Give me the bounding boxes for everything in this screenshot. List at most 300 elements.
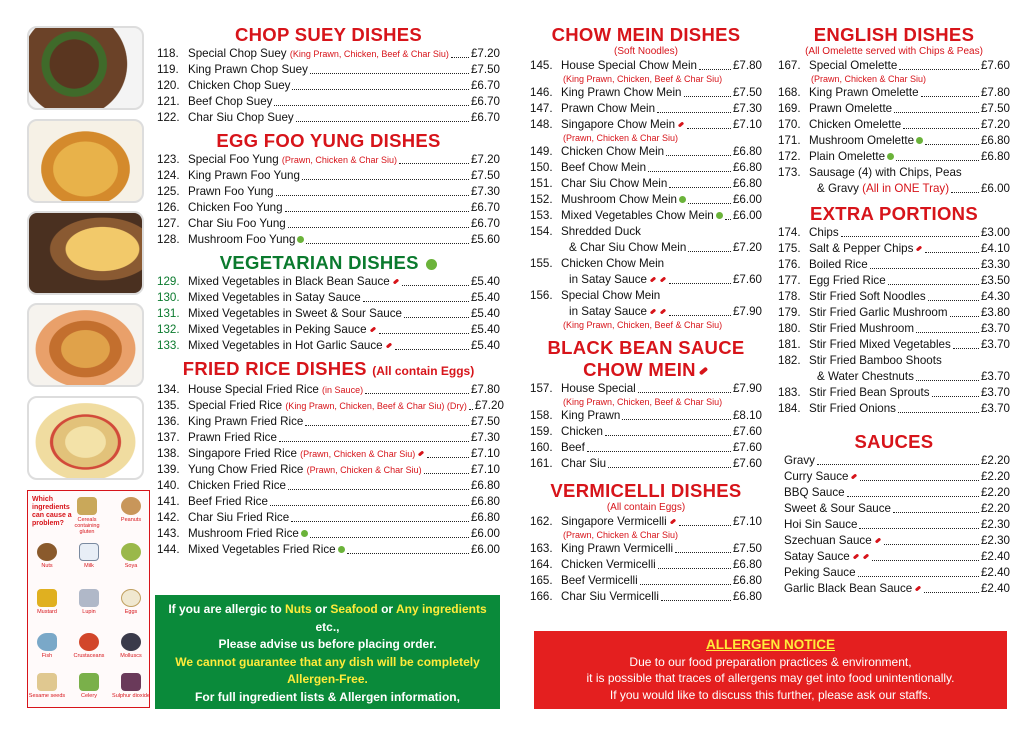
menu-item [157, 338, 500, 354]
chili-icon [678, 122, 685, 128]
item-number: 130. [157, 291, 180, 304]
food-photo-noodles [27, 119, 144, 203]
item-number: 150. [530, 161, 553, 174]
menu-item [778, 133, 1010, 149]
item-name: Chicken Fried Rice [188, 479, 286, 492]
item-name: Yung Chow Fried Rice (Prawn, Chicken & Char Siu) [188, 463, 422, 476]
vegetarian-icon [426, 259, 437, 270]
item-price: £6.70 [470, 95, 500, 108]
item-price: £6.80 [980, 134, 1010, 147]
item-price: £5.40 [470, 307, 500, 320]
item-name: Stir Fried Onions [809, 402, 896, 415]
menu-item [530, 192, 762, 208]
item-name: Satay Sauce [784, 549, 870, 565]
item-name-line2: & Gravy (All in ONE Tray) [817, 182, 950, 195]
peanut-icon [121, 497, 141, 515]
menu-item [778, 289, 1010, 305]
item-price: £7.20 [470, 153, 500, 166]
item-price: £6.70 [470, 111, 500, 124]
chili-icon [650, 309, 657, 315]
chili-icon [660, 309, 667, 315]
menu-item [157, 168, 500, 184]
menu-item-cont [778, 181, 1010, 197]
item-number: 133. [157, 339, 180, 352]
item-number: 153. [530, 209, 553, 222]
menu-item [157, 462, 500, 478]
menu-item [530, 144, 762, 160]
item-number: 126. [157, 201, 180, 214]
item-price: £5.40 [470, 323, 500, 336]
item-price: £7.30 [470, 185, 500, 198]
item-note: (King Prawn, Chicken, Beef & Char Siu) [563, 397, 723, 407]
item-name: King Prawn Vermicelli [561, 542, 674, 555]
item-number: 179. [778, 306, 801, 319]
menu-item [530, 514, 762, 530]
menu-item [157, 78, 500, 94]
item-name: Prawn Fried Rice [188, 431, 277, 444]
item-number: 139. [157, 463, 180, 476]
item-name: Mixed Vegetables in Satay Sauce [188, 291, 361, 304]
chili-icon [418, 451, 425, 457]
section-title-chow-mein: CHOW MEIN DISHES [551, 24, 741, 45]
item-number: 166. [530, 590, 553, 603]
menu-item [778, 273, 1010, 289]
menu-item [157, 232, 500, 248]
vegetarian-icon [338, 546, 345, 553]
section-title-sauces: SAUCES [854, 431, 934, 452]
chili-icon [851, 474, 858, 480]
item-name: Chicken Chop Suey [188, 79, 291, 92]
item-name: Beef [561, 441, 585, 454]
chili-icon [915, 586, 922, 592]
item-number: 183. [778, 386, 801, 399]
item-number: 142. [157, 511, 180, 524]
item-number: 162. [530, 515, 553, 528]
item-number: 170. [778, 118, 801, 131]
allergen-sesame: Sesame seeds [28, 673, 66, 699]
item-price: £6.80 [470, 511, 500, 524]
vegetarian-icon [916, 137, 923, 144]
item-number: 184. [778, 402, 801, 415]
item-name: Beef Chop Suey [188, 95, 273, 108]
menu-item [530, 176, 762, 192]
item-price: £6.80 [470, 479, 500, 492]
food-photo-fried-rice [27, 396, 144, 480]
item-price: £2.20 [980, 470, 1010, 483]
item-price: £7.60 [732, 273, 762, 286]
item-name: Garlic Black Bean Sauce [784, 581, 922, 597]
celery-icon [79, 673, 99, 691]
chili-icon [369, 327, 376, 333]
vegetarian-icon [297, 236, 304, 243]
item-name-line2: in Satay Sauce [561, 304, 667, 320]
item-name: Mushroom Chow Mein [561, 192, 686, 208]
allergen-lupin: Lupin [70, 589, 108, 615]
chili-icon [660, 277, 667, 283]
item-note: (Prawn, Chicken & Char Siu) [281, 155, 397, 165]
item-price: £6.70 [470, 79, 500, 92]
section-title-english: ENGLISH DISHES [813, 24, 975, 45]
item-price: £7.60 [732, 441, 762, 454]
item-price: £2.40 [980, 566, 1010, 579]
sesame-icon [37, 673, 57, 691]
menu-item [784, 469, 1010, 485]
soya-icon [121, 543, 141, 561]
item-name: Mixed Vegetables in Hot Garlic Sauce [188, 338, 393, 354]
menu-item [778, 385, 1010, 401]
menu-item [784, 581, 1010, 597]
menu-item-cont [530, 240, 762, 256]
item-number: 140. [157, 479, 180, 492]
section-title-fried-rice: FRIED RICE DISHES (All contain Eggs) [182, 358, 475, 379]
allergen-milk: Milk [70, 543, 108, 569]
item-price: £6.00 [980, 182, 1010, 195]
menu-item [530, 557, 762, 573]
menu-item [157, 430, 500, 446]
item-note: (King Prawn, Chicken, Beef & Char Siu) [563, 320, 723, 330]
allergen-cereals: Cereals containing gluten [68, 497, 106, 535]
item-name: Singapore Fried Rice (Prawn, Chicken & Char Siu) [188, 446, 425, 462]
item-number: 165. [530, 574, 553, 587]
allergen-peanuts: Peanuts [112, 497, 150, 523]
vegetarian-icon [887, 153, 894, 160]
item-name: BBQ Sauce [784, 486, 845, 499]
item-price: £7.20 [474, 399, 504, 412]
item-name: Mixed Vegetables Fried Rice [188, 542, 345, 558]
item-price: £7.50 [470, 63, 500, 76]
item-name: Char Siu Fried Rice [188, 511, 290, 524]
item-name: House Special Chow Mein [561, 59, 697, 72]
menu-item [157, 542, 500, 558]
menu-item [778, 149, 1010, 165]
allergy-advice-box: If you are allergic to Nuts or Seafood or Any ingredients etc., Please advise us before placing order. We cannot guarantee that any dish will be completely Allergen-Free. For full ingredient lists & Allergen information, please ask our staff. [155, 595, 500, 709]
item-name: Peking Sauce [784, 566, 856, 579]
item-name: Stir Fried Garlic Mushroom [809, 306, 948, 319]
menu-item [157, 152, 500, 168]
menu-item [784, 517, 1010, 533]
item-price: £7.10 [732, 515, 762, 528]
item-name: Mixed Vegetables in Black Bean Sauce [188, 274, 400, 290]
wine-bottle-icon [121, 673, 141, 691]
item-price: £6.80 [732, 558, 762, 571]
item-number: 118. [157, 47, 179, 60]
item-price: £6.00 [470, 543, 500, 556]
menu-item [778, 241, 1010, 257]
menu-item [530, 288, 762, 304]
item-name: Salt & Pepper Chips [809, 241, 923, 257]
vegetarian-icon [716, 212, 723, 219]
item-name: House Special [561, 382, 636, 395]
menu-item [157, 200, 500, 216]
item-number: 169. [778, 102, 801, 115]
menu-item-cont [530, 304, 762, 320]
item-name: Mushroom Fried Rice [188, 526, 308, 542]
column-one [157, 24, 504, 558]
item-note: (King Prawn, Chicken, Beef & Char Siu) (Dry) [285, 401, 467, 411]
menu-item [530, 117, 762, 133]
menu-item [157, 414, 500, 430]
item-name: Chicken Foo Yung [188, 201, 283, 214]
item-price: £3.70 [980, 402, 1010, 415]
chili-icon [669, 519, 676, 525]
item-number: 135. [157, 399, 180, 412]
section-title-black-bean-2: CHOW MEIN [530, 359, 762, 381]
item-number: 146. [530, 86, 553, 99]
item-name: Egg Fried Rice [809, 274, 886, 287]
fish-icon [37, 633, 57, 651]
menu-item [530, 408, 762, 424]
item-note: (Prawn, Chicken & Char Siu) [306, 465, 422, 475]
item-name: King Prawn Omelette [809, 86, 919, 99]
mussel-icon [121, 633, 141, 651]
item-name: Mixed Vegetables Chow Mein [561, 208, 723, 224]
item-number: 122. [157, 111, 180, 124]
item-name: Beef Chow Mein [561, 161, 647, 174]
item-number: 156. [530, 289, 553, 302]
item-price: £7.60 [732, 457, 762, 470]
allergen-chart-title: Which ingredients can cause a problem? [32, 496, 72, 527]
item-price: £6.80 [732, 177, 762, 190]
vegetarian-icon [679, 196, 686, 203]
menu-item [778, 225, 1010, 241]
item-price: £6.80 [980, 150, 1010, 163]
item-note: (Prawn, Chicken & Char Siu) [563, 133, 679, 143]
item-name: King Prawn Foo Yung [188, 169, 300, 182]
vegetarian-icon [301, 530, 308, 537]
menu-item-cont [530, 272, 762, 288]
crab-icon [79, 633, 99, 651]
item-number: 136. [157, 415, 180, 428]
menu-item [530, 58, 762, 74]
menu-item [157, 94, 500, 110]
item-name: Singapore Vermicelli [561, 514, 677, 530]
item-number: 152. [530, 193, 553, 206]
item-name: Gravy [784, 454, 815, 467]
item-name: Char Siu [561, 457, 607, 470]
item-number: 134. [157, 383, 180, 396]
item-note: (King Prawn, Chicken, Beef & Char Siu) [289, 49, 449, 59]
item-number: 163. [530, 542, 553, 555]
item-price: £2.40 [980, 582, 1010, 595]
item-number: 161. [530, 457, 553, 470]
allergen-chart [27, 490, 150, 708]
item-name: Special Chop Suey (King Prawn, Chicken, Beef & Char Siu) [188, 47, 449, 60]
allergen-notice-title: ALLERGEN NOTICE [705, 637, 835, 652]
menu-item-cont [778, 369, 1010, 385]
item-name: Chicken Chow Mein [561, 145, 665, 158]
item-name-line2: in Satay Sauce [561, 272, 667, 288]
item-name: Chicken Chow Mein [561, 257, 665, 270]
item-number: 119. [157, 63, 179, 76]
item-number: 180. [778, 322, 801, 335]
menu-item [530, 381, 762, 397]
item-number: 145. [530, 59, 553, 72]
item-name: Chicken [561, 425, 603, 438]
item-name: Prawn Foo Yung [188, 185, 274, 198]
item-number: 182. [778, 354, 801, 367]
item-note: (in Sauce) [322, 385, 364, 395]
menu-item [778, 257, 1010, 273]
section-subtitle-english: (All Omelette served with Chips & Peas) [805, 46, 983, 57]
item-name: Stir Fried Soft Noodles [809, 290, 926, 303]
item-price: £4.10 [980, 242, 1010, 255]
column-three [778, 24, 1010, 597]
menu-item [784, 533, 1010, 549]
item-price: £6.70 [470, 201, 500, 214]
item-price: £3.70 [980, 338, 1010, 351]
egg-icon [121, 589, 141, 607]
item-price: £7.30 [732, 102, 762, 115]
item-price: £7.90 [732, 305, 762, 318]
item-name: King Prawn [561, 409, 621, 422]
menu-item [530, 424, 762, 440]
menu-item [530, 456, 762, 472]
menu-item [784, 485, 1010, 501]
section-title-egg-foo-yung: EGG FOO YUNG DISHES [216, 130, 441, 151]
item-price: £6.00 [732, 193, 762, 206]
item-price: £7.20 [980, 118, 1010, 131]
item-name: Mushroom Foo Yung [188, 232, 304, 248]
menu-item [157, 526, 500, 542]
item-price: £5.60 [470, 233, 500, 246]
item-price: £2.30 [980, 518, 1010, 531]
item-number: 148. [530, 118, 553, 131]
item-name: Char Siu Chow Mein [561, 177, 668, 190]
food-photo-fried-noodles [27, 303, 144, 387]
item-price: £5.40 [470, 339, 500, 352]
item-price: £7.10 [470, 463, 500, 476]
menu-item [530, 208, 762, 224]
wheat-icon [77, 497, 97, 515]
item-number: 127. [157, 217, 180, 230]
item-name: Plain Omelette [809, 149, 894, 165]
item-number: 181. [778, 338, 801, 351]
menu-item [778, 85, 1010, 101]
menu-item [530, 589, 762, 605]
menu-item [778, 337, 1010, 353]
item-price: £7.50 [980, 102, 1010, 115]
item-number: 137. [157, 431, 180, 444]
item-price: £3.50 [980, 274, 1010, 287]
item-name: Stir Fried Bean Sprouts [809, 386, 930, 399]
nut-icon [37, 543, 57, 561]
menu-item [157, 306, 500, 322]
item-name: Singapore Chow Mein [561, 117, 685, 133]
item-name: Special Chow Mein [561, 289, 661, 302]
menu-item [784, 549, 1010, 565]
item-price: £2.20 [980, 502, 1010, 515]
item-price: £7.90 [732, 382, 762, 395]
item-name: Stir Fried Mushroom [809, 322, 915, 335]
item-price: £7.60 [980, 59, 1010, 72]
menu-item [530, 573, 762, 589]
menu-item [530, 256, 762, 272]
item-name: Mixed Vegetables in Sweet & Sour Sauce [188, 307, 402, 320]
menu-item [784, 565, 1010, 581]
item-number: 131. [157, 307, 180, 320]
menu-item [778, 58, 1010, 74]
item-number: 154. [530, 225, 553, 238]
menu-item [784, 453, 1010, 469]
menu-item [530, 101, 762, 117]
allergen-molluscs: Molluscs [112, 633, 150, 659]
item-number: 159. [530, 425, 553, 438]
item-price: £6.80 [732, 590, 762, 603]
item-price: £3.70 [980, 370, 1010, 383]
item-price: £3.30 [980, 258, 1010, 271]
menu-item [778, 165, 1010, 181]
item-price: £7.30 [470, 431, 500, 444]
item-number: 172. [778, 150, 801, 163]
section-subtitle-vermicelli: (All contain Eggs) [606, 502, 686, 513]
item-price: £7.50 [732, 86, 762, 99]
chili-icon [862, 554, 869, 560]
item-note: (Prawn, Chicken & Char Siu) [811, 74, 927, 84]
item-number: 158. [530, 409, 553, 422]
menu-item [778, 117, 1010, 133]
menu-item [157, 290, 500, 306]
item-number: 173. [778, 166, 801, 179]
item-name-line2: & Char Siu Chow Mein [569, 241, 687, 254]
lupin-icon [79, 589, 99, 607]
menu-item [778, 401, 1010, 417]
menu-item [778, 305, 1010, 321]
item-number: 141. [157, 495, 180, 508]
item-number: 155. [530, 257, 553, 270]
menu-item [157, 382, 500, 398]
menu-item [157, 510, 500, 526]
item-number: 125. [157, 185, 180, 198]
section-title-vermicelli: VERMICELLI DISHES [550, 480, 742, 501]
menu-item [778, 101, 1010, 117]
menu-item [157, 274, 500, 290]
item-name: Special Foo Yung (Prawn, Chicken & Char Siu) [188, 153, 397, 166]
food-photo-chop-suey [27, 26, 144, 110]
menu-item [530, 224, 762, 240]
item-name: Char Siu Foo Yung [188, 217, 286, 230]
chili-icon [852, 554, 859, 560]
menu-item [778, 321, 1010, 337]
item-name: Curry Sauce [784, 469, 858, 485]
item-number: 124. [157, 169, 180, 182]
item-number: 129. [157, 275, 180, 288]
chili-icon [699, 367, 708, 376]
allergen-fish: Fish [28, 633, 66, 659]
item-name-line2: & Water Chestnuts [817, 370, 914, 383]
item-price: £2.40 [980, 550, 1010, 563]
item-number: 123. [157, 153, 180, 166]
item-name: King Prawn Fried Rice [188, 415, 304, 428]
item-price: £2.20 [980, 486, 1010, 499]
item-price: £3.00 [980, 226, 1010, 239]
food-photo-foo-yung [27, 211, 144, 295]
item-name: Stir Fried Bamboo Shoots [809, 354, 942, 367]
item-number: 121. [157, 95, 180, 108]
menu-item [784, 501, 1010, 517]
item-number: 174. [778, 226, 801, 239]
item-number: 167. [778, 59, 801, 72]
item-name: Special Fried Rice (King Prawn, Chicken, Beef & Char Siu) (Dry) [188, 399, 467, 412]
item-number: 171. [778, 134, 801, 147]
section-subtitle-chow-mein: (Soft Noodles) [614, 46, 678, 57]
item-price: £7.80 [732, 59, 762, 72]
menu-item [157, 322, 500, 338]
item-name: Stir Fried Mixed Vegetables [809, 338, 951, 351]
allergen-soya: Soya [112, 543, 150, 569]
item-name: Mixed Vegetables in Peking Sauce [188, 322, 377, 338]
item-price: £7.80 [470, 383, 500, 396]
section-title-extra: EXTRA PORTIONS [810, 203, 978, 224]
